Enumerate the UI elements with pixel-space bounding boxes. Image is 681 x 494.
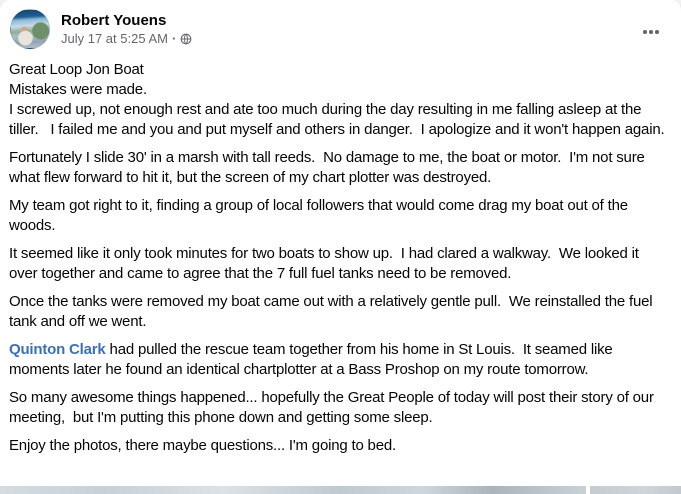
header-text-block <box>61 11 192 47</box>
post-intro <box>9 60 671 100</box>
photo-attachment-strip <box>0 486 681 494</box>
post-paragraph: I screwed up, not enough rest and ate too much during the day resulting in me falling asleep at the tiller. I failed me and you and put myself and others in danger. I apologize and it won't happen again. <box>9 101 665 138</box>
timestamp-link[interactable]: July 17 at 5:25 AM <box>61 30 168 46</box>
post-paragraph: So many awesome things happened... hopefully the Great People of today will post their story of our meeting, but I'm putting this phone down and getting some sleep. <box>9 389 658 426</box>
post-paragraph: Enjoy the photos, there maybe questions... I'm going to bed. <box>9 437 396 454</box>
author-name-link[interactable]: Robert Youens <box>61 11 167 29</box>
photo-attachment-left[interactable] <box>0 486 586 494</box>
globe-icon <box>180 33 192 45</box>
post-text-line: Mistakes were made. <box>9 81 147 98</box>
mention-link[interactable]: Quinton Clark <box>9 341 106 358</box>
post-text-line: Great Loop Jon Boat <box>9 61 144 78</box>
post-paragraph: My team got right to it, finding a group of local followers that would come drag my boat out of the woods. <box>9 197 632 234</box>
more-options-button[interactable] <box>635 20 667 44</box>
photo-attachment-right[interactable] <box>590 486 681 494</box>
post-paragraph-text: had pulled the rescue team together from his home in St Louis. It seamed like moments later he found an identical chartplotter at a Bass Proshop on my route tomorrow. <box>9 341 617 378</box>
post-meta <box>61 31 192 47</box>
post-paragraph: Once the tanks were removed my boat came out with a relatively gentle pull. We reinstalled the fuel tank and off we went. <box>9 293 657 330</box>
post-paragraph: It seemed like it only took minutes for two boats to show up. I had clared a walkway. We looked it over together and came to agree that the 7 full fuel tanks need to be removed. <box>9 245 643 282</box>
post-header <box>0 0 681 56</box>
post-paragraph: Fortunately I slide 30' in a marsh with tall reeds. No damage to me, the boat or motor. I'm not sure what flew forward to hit it, but the screen of my chart plotter was destroyed. <box>9 149 649 186</box>
avatar[interactable] <box>10 9 50 49</box>
post-paragraph-with-mention <box>9 340 671 380</box>
meta-separator: · <box>171 30 177 46</box>
post-body <box>0 56 681 456</box>
ellipsis-icon <box>643 30 647 34</box>
